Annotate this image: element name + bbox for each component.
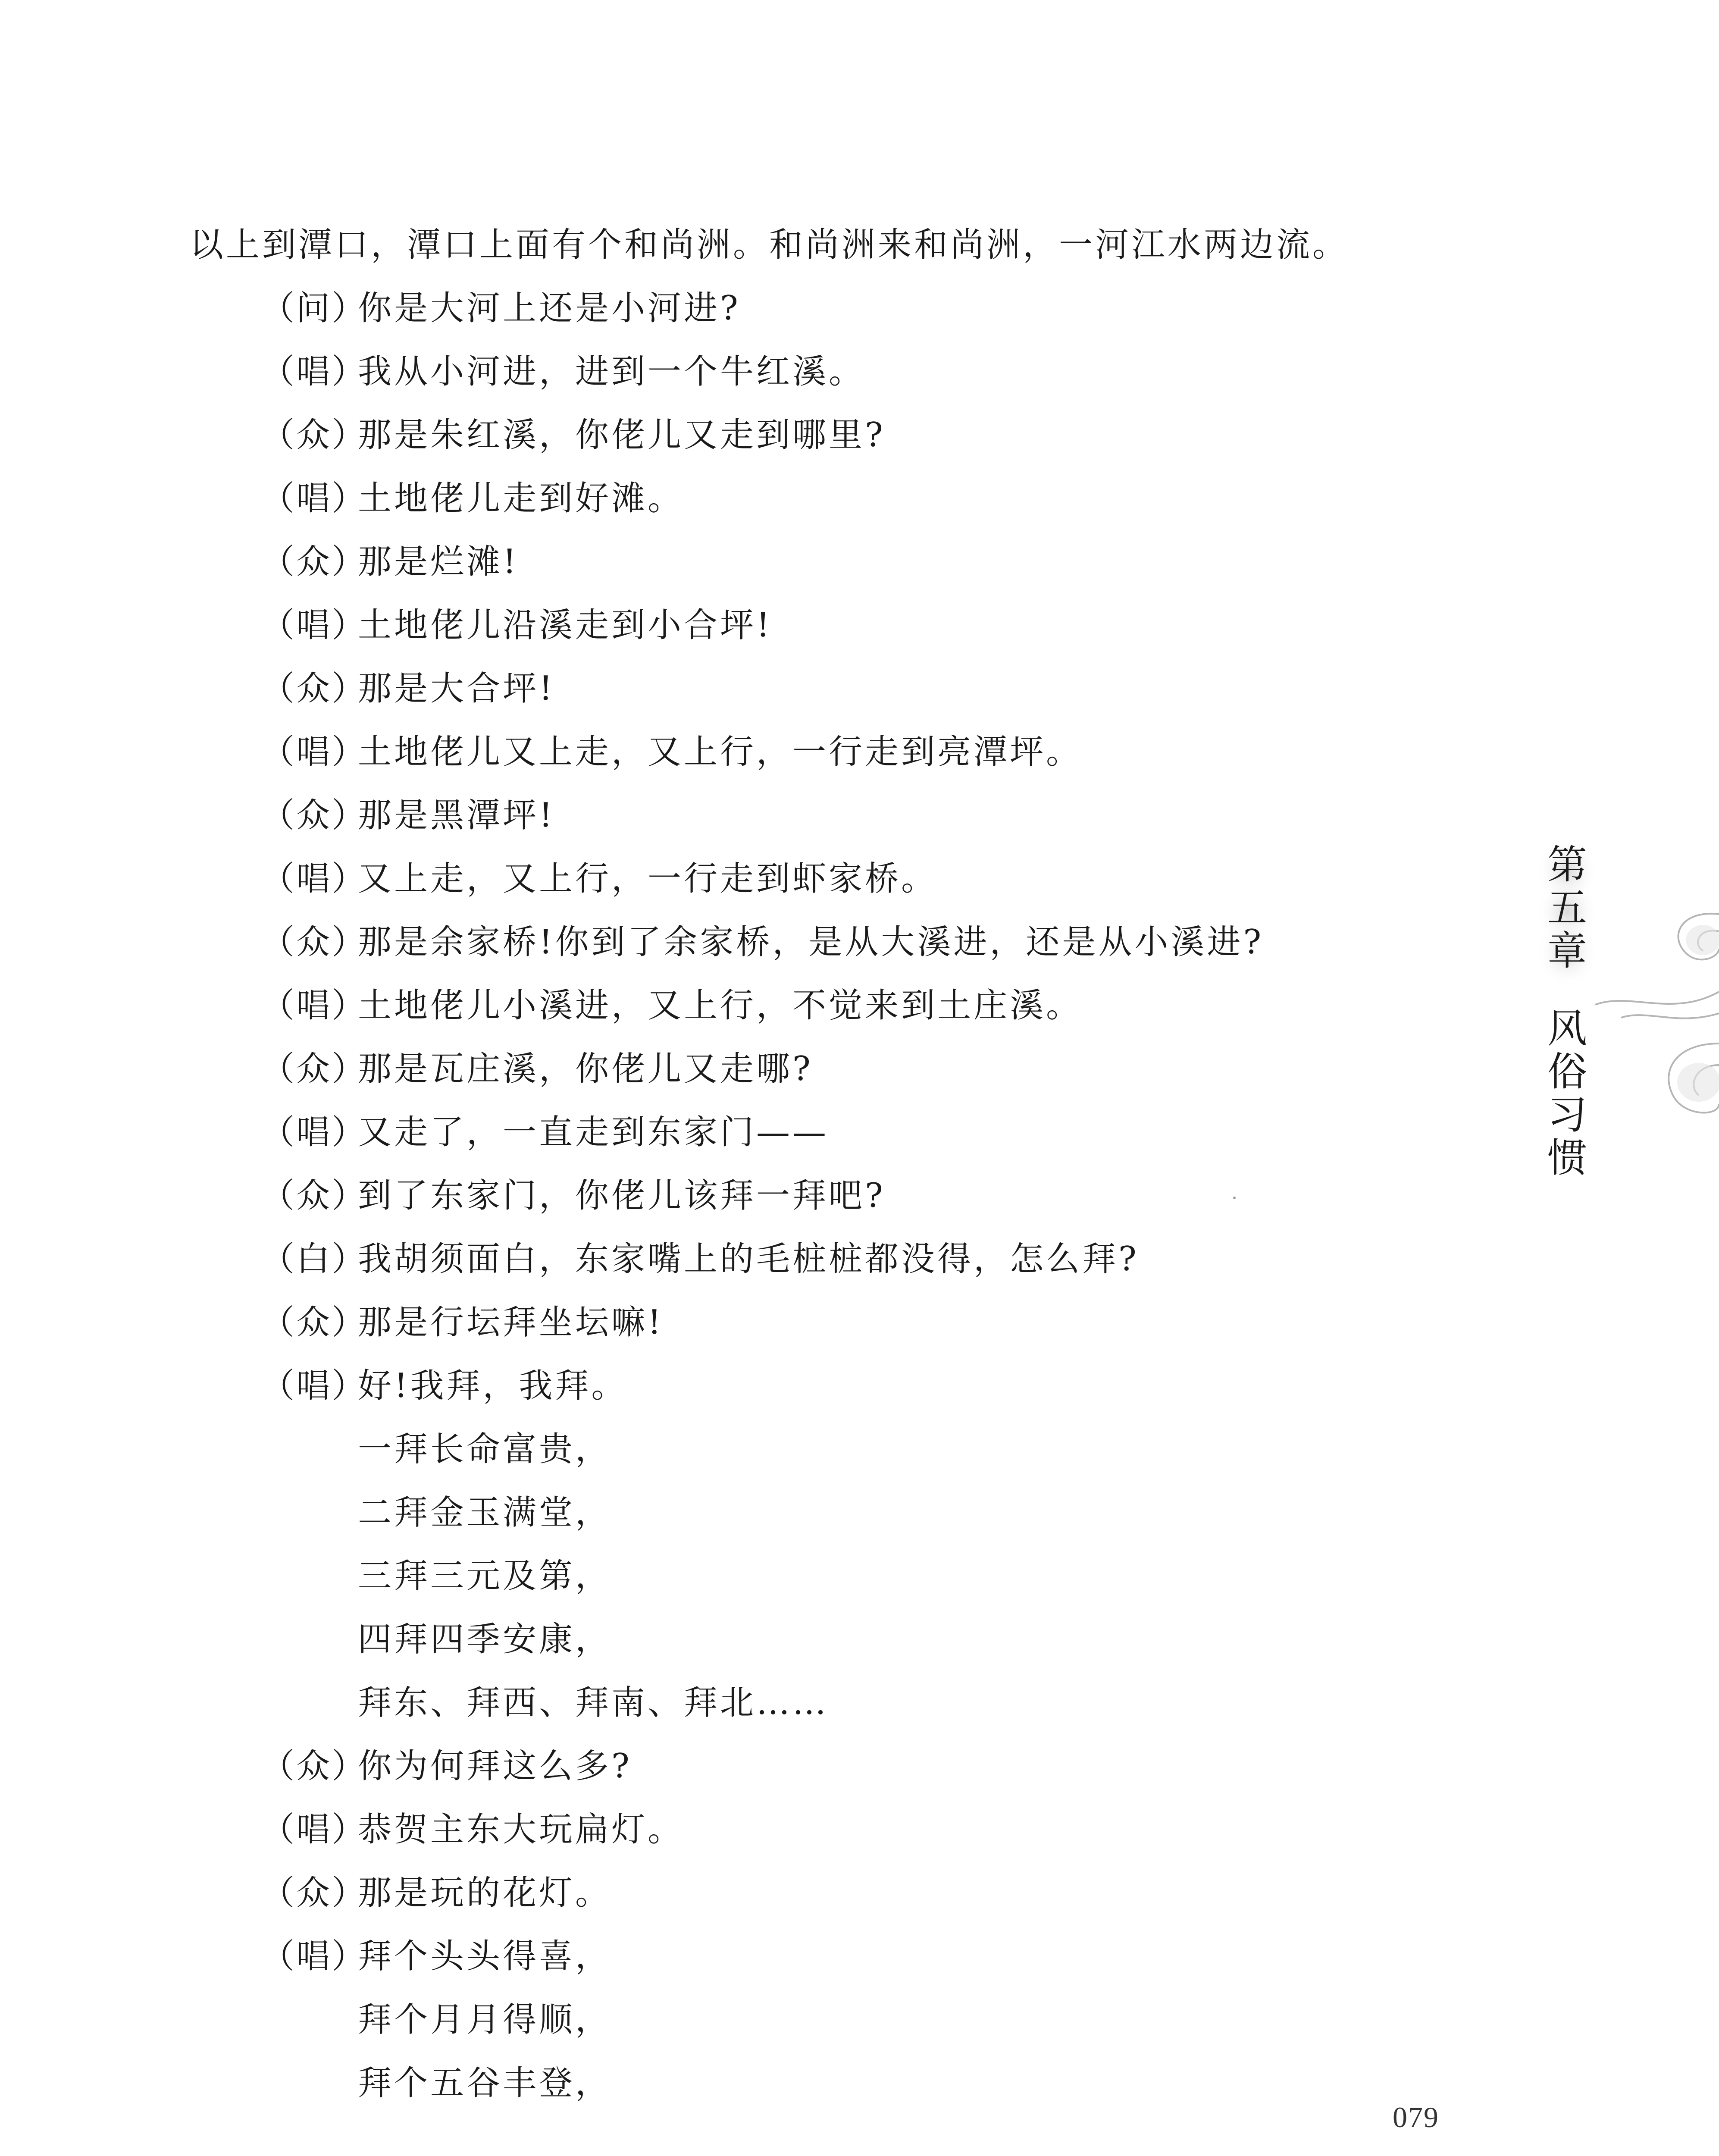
dialogue-line bbox=[261, 414, 886, 456]
line-text: 三拜三元及第， bbox=[358, 1557, 612, 1595]
chapter-tab bbox=[1535, 832, 1600, 1186]
dialogue-line bbox=[261, 1048, 813, 1090]
speaker-label: （众） bbox=[261, 542, 367, 581]
dialogue-line bbox=[261, 1175, 886, 1216]
dialogue-line bbox=[261, 731, 1082, 773]
line-text: 四拜四季安康， bbox=[358, 1620, 612, 1659]
line-text: 那是行坛拜坐坛嘛! bbox=[358, 1303, 664, 1342]
dialogue-line bbox=[261, 985, 1082, 1026]
section-char: 惯 bbox=[1547, 1135, 1587, 1181]
line-text: 那是玩的花灯。 bbox=[358, 1874, 612, 1912]
dialogue-line bbox=[261, 478, 684, 519]
section-char: 风 bbox=[1547, 1006, 1587, 1052]
speaker-label: （唱） bbox=[261, 859, 367, 898]
line-text: 又走了，一直走到东家门—— bbox=[358, 1113, 829, 1152]
chapter-char: 章 bbox=[1547, 928, 1587, 974]
chapter-char: 五 bbox=[1547, 885, 1587, 931]
line-text: 你为何拜这么多? bbox=[358, 1747, 632, 1786]
dialogue-line bbox=[261, 288, 741, 329]
dialogue-line bbox=[261, 605, 772, 646]
print-speck bbox=[1233, 1197, 1236, 1199]
verse-line bbox=[358, 1682, 829, 1724]
line-text: 拜东、拜西、拜南、拜北…… bbox=[358, 1683, 829, 1722]
speaker-label: （白） bbox=[261, 1240, 367, 1279]
speaker-label: （唱） bbox=[261, 733, 367, 771]
dialogue-line bbox=[261, 1365, 627, 1407]
speaker-label: （众） bbox=[261, 1176, 367, 1215]
dialogue-line bbox=[261, 1238, 1139, 1280]
chapter-char: 第 bbox=[1547, 842, 1587, 888]
line-text: 我胡须面白，东家嘴上的毛桩桩都没得，怎么拜? bbox=[358, 1240, 1139, 1279]
speaker-label: （众） bbox=[261, 796, 367, 835]
line-text: 那是朱红溪，你佬儿又走到哪里? bbox=[358, 416, 886, 454]
dialogue-line bbox=[261, 858, 937, 899]
speaker-label: （众） bbox=[261, 416, 367, 454]
dialogue-line bbox=[261, 351, 865, 392]
speaker-label: （唱） bbox=[261, 1113, 367, 1152]
dialogue-line bbox=[261, 1809, 684, 1850]
line-text: 那是余家桥!你到了余家桥，是从大溪进，还是从小溪进? bbox=[358, 923, 1264, 962]
page-number: 079 bbox=[1393, 2101, 1439, 2134]
verse-line bbox=[358, 1492, 611, 1533]
speaker-label: （唱） bbox=[261, 1810, 367, 1849]
speaker-label: （唱） bbox=[261, 606, 367, 645]
line-text: 土地佬儿又上走，又上行，一行走到亮潭坪。 bbox=[358, 733, 1083, 771]
line-text: 拜个头头得喜， bbox=[358, 1937, 612, 1976]
speaker-label: （众） bbox=[261, 1747, 367, 1786]
line-text: 土地佬儿沿溪走到小合坪! bbox=[358, 606, 773, 645]
speaker-label: （唱） bbox=[261, 479, 367, 518]
speaker-label: （唱） bbox=[261, 1937, 367, 1976]
speaker-label: （唱） bbox=[261, 986, 367, 1025]
line-text: 好!我拜，我拜。 bbox=[358, 1366, 628, 1405]
verse-line bbox=[358, 1619, 611, 1660]
dialogue-line bbox=[261, 1872, 611, 1914]
speaker-label: （众） bbox=[261, 923, 367, 962]
cloud-ornament-icon bbox=[1595, 862, 1719, 1164]
section-char: 习 bbox=[1547, 1092, 1587, 1138]
dialogue-line bbox=[261, 1302, 664, 1343]
line-text: 那是大合坪! bbox=[358, 669, 555, 708]
paragraph-first-line: 以上到潭口，潭口上面有个和尚洲。和尚洲来和尚洲，一河江水两边流。 bbox=[190, 226, 1349, 264]
dialogue-line bbox=[261, 1112, 829, 1153]
dialogue-line bbox=[261, 921, 1264, 963]
verse-line bbox=[358, 1555, 611, 1597]
line-text: 又上走，又上行，一行走到虾家桥。 bbox=[358, 859, 938, 898]
line-text: 拜个月月得顺， bbox=[358, 2000, 612, 2039]
line-text: 土地佬儿走到好滩。 bbox=[358, 479, 684, 518]
verse-line bbox=[358, 2062, 611, 2104]
line-text: 拜个五谷丰登， bbox=[358, 2064, 612, 2103]
section-char: 俗 bbox=[1547, 1049, 1587, 1095]
line-text: 一拜长命富贵， bbox=[358, 1430, 612, 1469]
dialogue-line bbox=[261, 541, 519, 583]
line-text: 恭贺主东大玩扁灯。 bbox=[358, 1810, 684, 1849]
speaker-label: （众） bbox=[261, 1303, 367, 1342]
speaker-label: （唱） bbox=[261, 352, 367, 391]
verse-line bbox=[358, 1429, 611, 1470]
speaker-label: （众） bbox=[261, 1874, 367, 1912]
line-text: 我从小河进，进到一个牛红溪。 bbox=[358, 352, 865, 391]
line-text: 那是烂滩! bbox=[358, 542, 519, 581]
speaker-label: （众） bbox=[261, 1050, 367, 1088]
dialogue-line bbox=[261, 1936, 611, 1977]
line-text: 你是大河上还是小河进? bbox=[358, 289, 741, 328]
line-text: 到了东家门，你佬儿该拜一拜吧? bbox=[358, 1176, 886, 1215]
line-text: 那是瓦庄溪，你佬儿又走哪? bbox=[358, 1050, 813, 1088]
line-text: 二拜金玉满堂， bbox=[358, 1493, 612, 1532]
dialogue-line bbox=[261, 1745, 632, 1787]
speaker-label: （问） bbox=[261, 289, 367, 328]
line-text: 土地佬儿小溪进，又上行，不觉来到土庄溪。 bbox=[358, 986, 1083, 1025]
dialogue-line bbox=[261, 795, 555, 836]
speaker-label: （唱） bbox=[261, 1366, 367, 1405]
speaker-label: （众） bbox=[261, 669, 367, 708]
line-text: 那是黑潭坪! bbox=[358, 796, 555, 835]
dialogue-line bbox=[261, 668, 555, 709]
verse-line bbox=[358, 1999, 611, 2040]
